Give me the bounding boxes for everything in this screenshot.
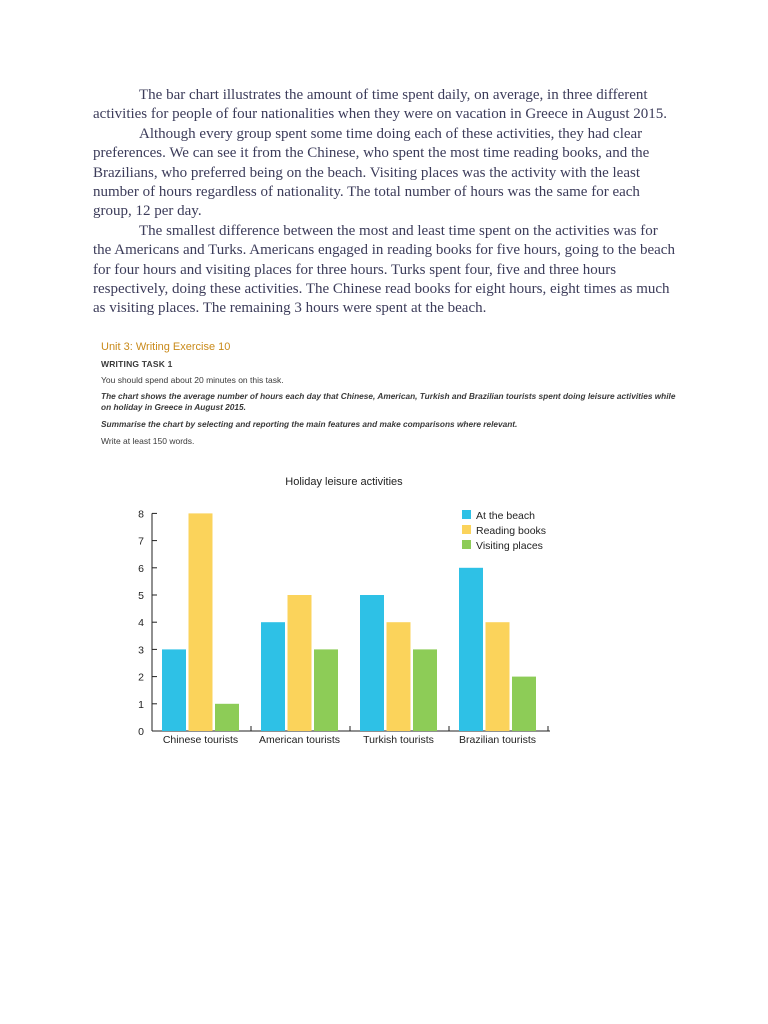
- bar-2-1: [261, 622, 285, 731]
- x-tick-label: Turkish tourists: [363, 734, 434, 746]
- bar-2-3: [314, 649, 338, 731]
- legend-swatch: [462, 510, 471, 519]
- task-box: [101, 341, 681, 452]
- essay: [93, 86, 678, 319]
- bar-3-2: [387, 622, 411, 731]
- y-tick-label: 4: [138, 617, 144, 630]
- x-axis-labels: [163, 734, 536, 746]
- legend-label: Reading books: [476, 525, 547, 537]
- x-tick-label: American tourists: [258, 734, 341, 746]
- chart: [100, 462, 586, 752]
- legend-label: At the beach: [476, 510, 535, 522]
- y-tick-label: 5: [138, 590, 144, 602]
- bar-4-1: [459, 568, 483, 731]
- bar-4-2: [486, 622, 510, 731]
- y-tick-label: 6: [138, 562, 144, 575]
- unit-title: Unit 3: Writing Exercise 10: [101, 341, 231, 353]
- y-tick-label: 0: [138, 726, 144, 738]
- y-tick-label: 8: [138, 508, 144, 521]
- task-heading: WRITING TASK 1: [101, 359, 173, 369]
- x-tick-label: Brazilian tourists: [458, 734, 537, 746]
- y-tick-label: 2: [138, 671, 144, 684]
- legend-swatch: [462, 525, 471, 534]
- task-time: You should spend about 20 minutes on this task.: [101, 375, 284, 385]
- legend-label: Visiting places: [476, 540, 543, 552]
- bar-4-3: [512, 677, 536, 731]
- bar-chart-svg: [100, 462, 586, 752]
- bar-2-2: [288, 595, 312, 731]
- legend: [462, 510, 546, 552]
- essay-paragraph-2: Although every group spent some time doing each of these activities, they had clear preferences. We can see it from the Chinese, who spent the most time reading books, and the Brazilians, who preferred being on the beach. Visiting places was the activity with the least number of hours regardless of nationality. The total number of hours was the same for each group, 12 per day.: [93, 125, 650, 220]
- legend-swatch: [462, 540, 471, 549]
- essay-paragraph-1: The bar chart illustrates the amount of time spent daily, on average, in three different activities for people of four nationalities when they were on vacation in Greece in August 2015.: [93, 87, 667, 123]
- y-tick-label: 7: [138, 535, 144, 548]
- y-tick-label: 3: [138, 644, 144, 657]
- chart-title: Holiday leisure activities: [285, 476, 403, 488]
- essay-paragraph-3: The smallest difference between the most and least time spent on the activities was for the Americans and Turks. Americans engaged in reading books for five hours, going to the beach for four hours and visiting places for three hours. Turks spent four, five and three hours respectively, doing these activities. The Chinese read books for eight hours, eight times as much as visiting places. The remaining 3 hours were spent at the beach.: [93, 222, 675, 317]
- task-prompt: The chart shows the average number of hours each day that Chinese, American, Turkish and Brazilian tourists spent doing leisure activities while on holiday in Greece in August 2015.: [101, 391, 676, 412]
- x-tick-label: Chinese tourists: [162, 734, 239, 746]
- bar-1-2: [189, 513, 213, 731]
- bar-1-1: [162, 649, 186, 731]
- bar-3-1: [360, 595, 384, 731]
- bar-1-3: [215, 704, 239, 731]
- bar-3-3: [413, 649, 437, 731]
- task-word-count: Write at least 150 words.: [101, 436, 195, 446]
- y-tick-label: 1: [138, 698, 144, 711]
- task-instruction: Summarise the chart by selecting and reporting the main features and make comparisons where relevant.: [101, 419, 518, 429]
